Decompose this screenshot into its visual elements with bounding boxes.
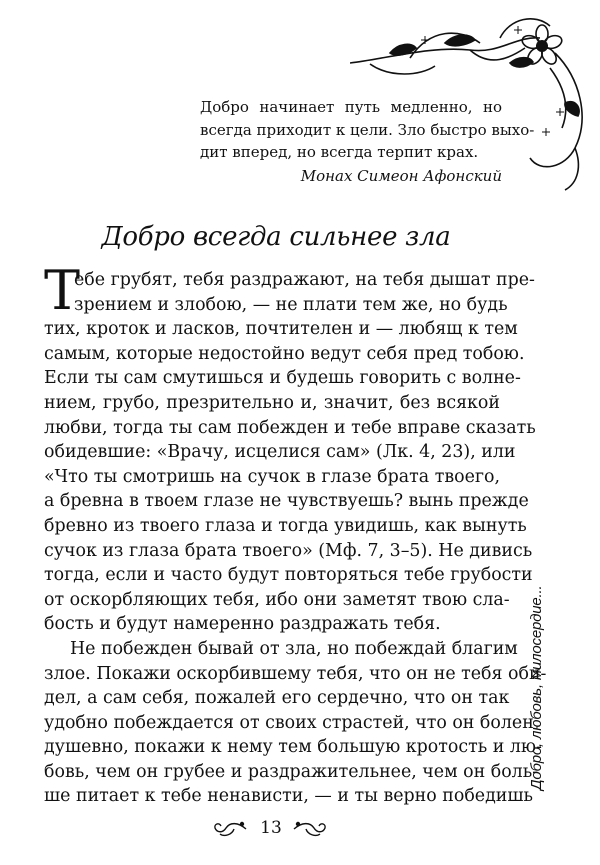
left-flourish-icon — [212, 818, 248, 840]
text-line: бовь, чем он грубее и раздражительнее, чем он боль- — [44, 761, 539, 782]
text-line: а бревна в твоем глазе не чувствуешь? вынь прежде — [44, 491, 529, 512]
epigraph-line: всегда приходит к цели. Зло быстро выхо- — [200, 120, 535, 139]
epigraph — [200, 96, 535, 187]
text-line: бревно из твоего глаза и тогда увидишь, как вынуть — [44, 515, 527, 536]
text-line: дел, а сам себя, пожалей его сердечно, что он так — [44, 688, 510, 709]
epigraph-author: Монах Симеон Афонский — [300, 166, 502, 185]
page-number: 13 — [260, 818, 282, 838]
text-line: Не побежден бывай от зла, но побеждай благим — [70, 638, 518, 659]
text-line: зрением и злобою, — не плати тем же, но будь — [74, 294, 508, 315]
text-line: тогда, если и часто будут повторяться тебе грубости — [44, 565, 533, 586]
epigraph-line: дит вперед, но всегда терпит крах. — [200, 143, 479, 162]
text-line: нием, грубо, презрительно и, значит, без всякой — [44, 392, 500, 413]
text-line: самым, которые недостойно ведут себя пред тобою. — [44, 343, 525, 364]
text-line: любви, тогда ты сам побежден и тебе вправе сказать — [44, 417, 536, 438]
section-heading: Добро всегда сильнее зла — [101, 222, 451, 252]
text-line: злое. Покажи оскорбившему тебя, что он не тебя оби- — [44, 663, 547, 684]
text-line: ебе грубят, тебя раздражают, на тебя дышат пре- — [74, 270, 535, 290]
text-line: Если ты сам смутишься и будешь говорить с волне- — [44, 368, 521, 389]
text-line: ше питает к тебе ненависти, — и ты верно победишь — [44, 786, 534, 807]
text-line: удобно побеждается от своих страстей, что он болен — [44, 712, 534, 733]
text-line: тих, кроток и ласков, почтителен и — любящ к тем — [44, 319, 518, 340]
epigraph-line: Добро начинает путь медленно, но — [200, 98, 502, 116]
text-line: «Что ты смотришь на сучок в глазе брата твоего, — [44, 466, 500, 487]
text-line: от оскорбляющих тебя, ибо они заметят твою сла- — [44, 589, 510, 610]
text-line: бость и будут намеренно раздражать тебя. — [44, 614, 441, 635]
text-line: обидевшие: «Врачу, исцелися сам» (Лк. 4, 23), или — [44, 442, 516, 463]
text-line: душевно, покажи к нему тем большую кротость и лю- — [44, 737, 542, 758]
drop-cap: Т — [44, 259, 81, 322]
text-line: сучок из глаза брата твоего» (Мф. 7, 3–5). Не дивись — [44, 540, 533, 561]
right-flourish-icon — [292, 818, 328, 840]
running-title: Добро, любовь, милосердие... — [528, 585, 545, 790]
